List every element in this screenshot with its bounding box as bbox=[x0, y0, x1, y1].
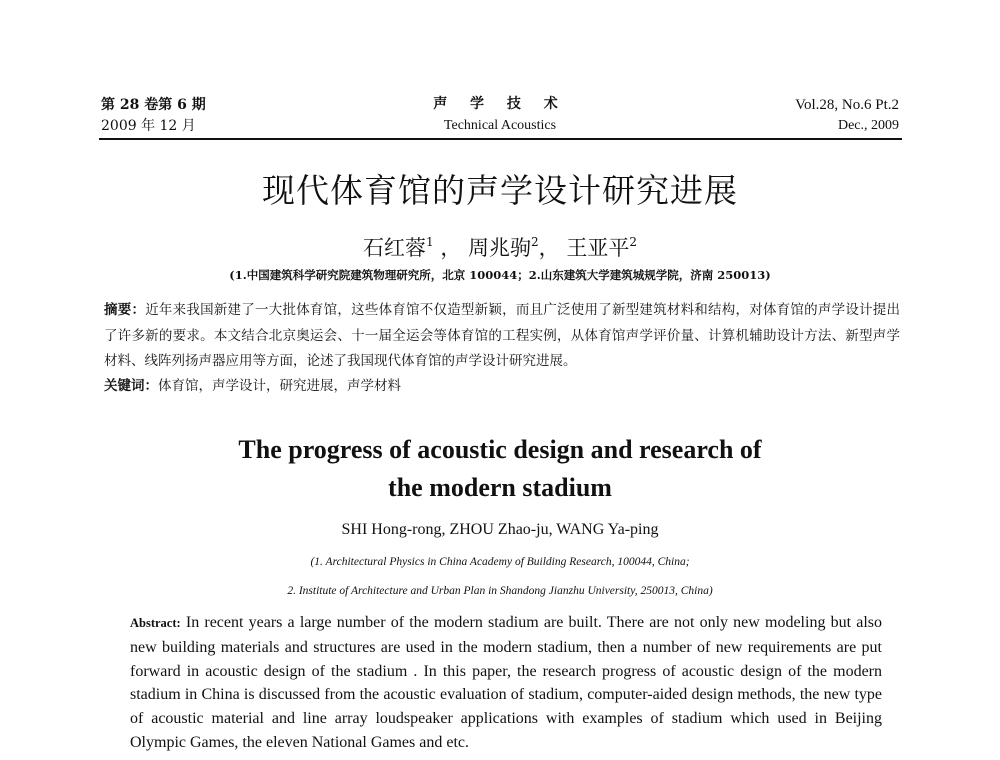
affiliation-cn: (1.中国建筑科学研究院建筑物理研究所，北京 100044；2.山东建筑大学建筑城规学院，济南 250013) bbox=[229, 268, 771, 282]
volume-issue-cn: 第 28 卷第 6 期 bbox=[101, 97, 206, 113]
abstract-en-label: Abstract: bbox=[130, 616, 181, 630]
author-separator: ， bbox=[538, 236, 560, 260]
authors-en: SHI Hong-rong, ZHOU Zhao-ju, WANG Ya-ping bbox=[341, 521, 659, 538]
paper-title-en-line: The progress of acoustic design and research of bbox=[238, 435, 762, 464]
author-affiliation-mark: 2 bbox=[531, 235, 539, 249]
affiliation-en-2: 2. Institute of Architecture and Urban Plan in Shandong Jianzhu University, 250013, China) bbox=[287, 585, 713, 597]
abstract-cn-text: 近年来我国新建了一大批体育馆，这些体育馆不仅造型新颖，而且广泛使用了新型建筑材料和结构，对体育馆的声学设计提出了许多新的要求。本文结合北京奥运会、十一届全运会等体育馆的工程实例，从体育馆声学评价量、计算机辅助设计方法、新型声学材料、线阵列扬声器应用等方面，论述了我国现代体育馆的声学设计研究进展。 bbox=[104, 302, 901, 369]
authors-cn bbox=[0, 228, 1000, 262]
paper-title-cn: 现代体育馆的声学设计研究进展 bbox=[262, 171, 738, 210]
journal-name-cn: 声 学 技 术 bbox=[433, 96, 567, 112]
header-rule bbox=[99, 138, 902, 140]
date-cn: 2009 年 12 月 bbox=[101, 118, 196, 134]
author-name: 王亚平 bbox=[566, 236, 630, 260]
affiliation-en-1: (1. Architectural Physics in China Academy of Building Research, 100044, China; bbox=[310, 556, 690, 568]
abstract-en-text: In recent years a large number of the modern stadium are built. There are not only new modeling but also new building materials and structures are used in the modern stadium, then a number of new requirements are put forward in acoustic design of the stadium . In this paper, the research progress of acoustic design of the modern stadium in China is discussed from the acoustic evaluation of stadium, computer-aided design methods, the new type of acoustic material and line array loudspeaker applications with examples of stadium which used in Beijing Olympic Games, the eleven National Games and etc. bbox=[130, 614, 883, 751]
date-en: Dec., 2009 bbox=[837, 118, 899, 133]
author-name: 石红蓉 bbox=[363, 236, 426, 260]
volume-issue-en: Vol.28, No.6 Pt.2 bbox=[795, 97, 899, 113]
author-affiliation-mark: 1 bbox=[426, 235, 434, 249]
journal-name-en: Technical Acoustics bbox=[443, 118, 557, 133]
author-separator: ， bbox=[440, 236, 462, 260]
keywords-cn-text: 体育馆，声学设计，研究进展，声学材料 bbox=[158, 378, 401, 394]
abstract-cn-label: 摘要： bbox=[104, 302, 146, 318]
paper-title-en-line: the modern stadium bbox=[388, 473, 612, 502]
author-affiliation-mark: 2 bbox=[629, 235, 637, 249]
paper-title-en bbox=[0, 431, 1000, 507]
author-name: 周兆驹 bbox=[468, 236, 532, 260]
keywords-cn-label: 关键词： bbox=[104, 378, 158, 394]
abstract-en bbox=[130, 611, 882, 755]
abstract-cn bbox=[104, 298, 900, 375]
keywords-cn bbox=[104, 375, 900, 397]
